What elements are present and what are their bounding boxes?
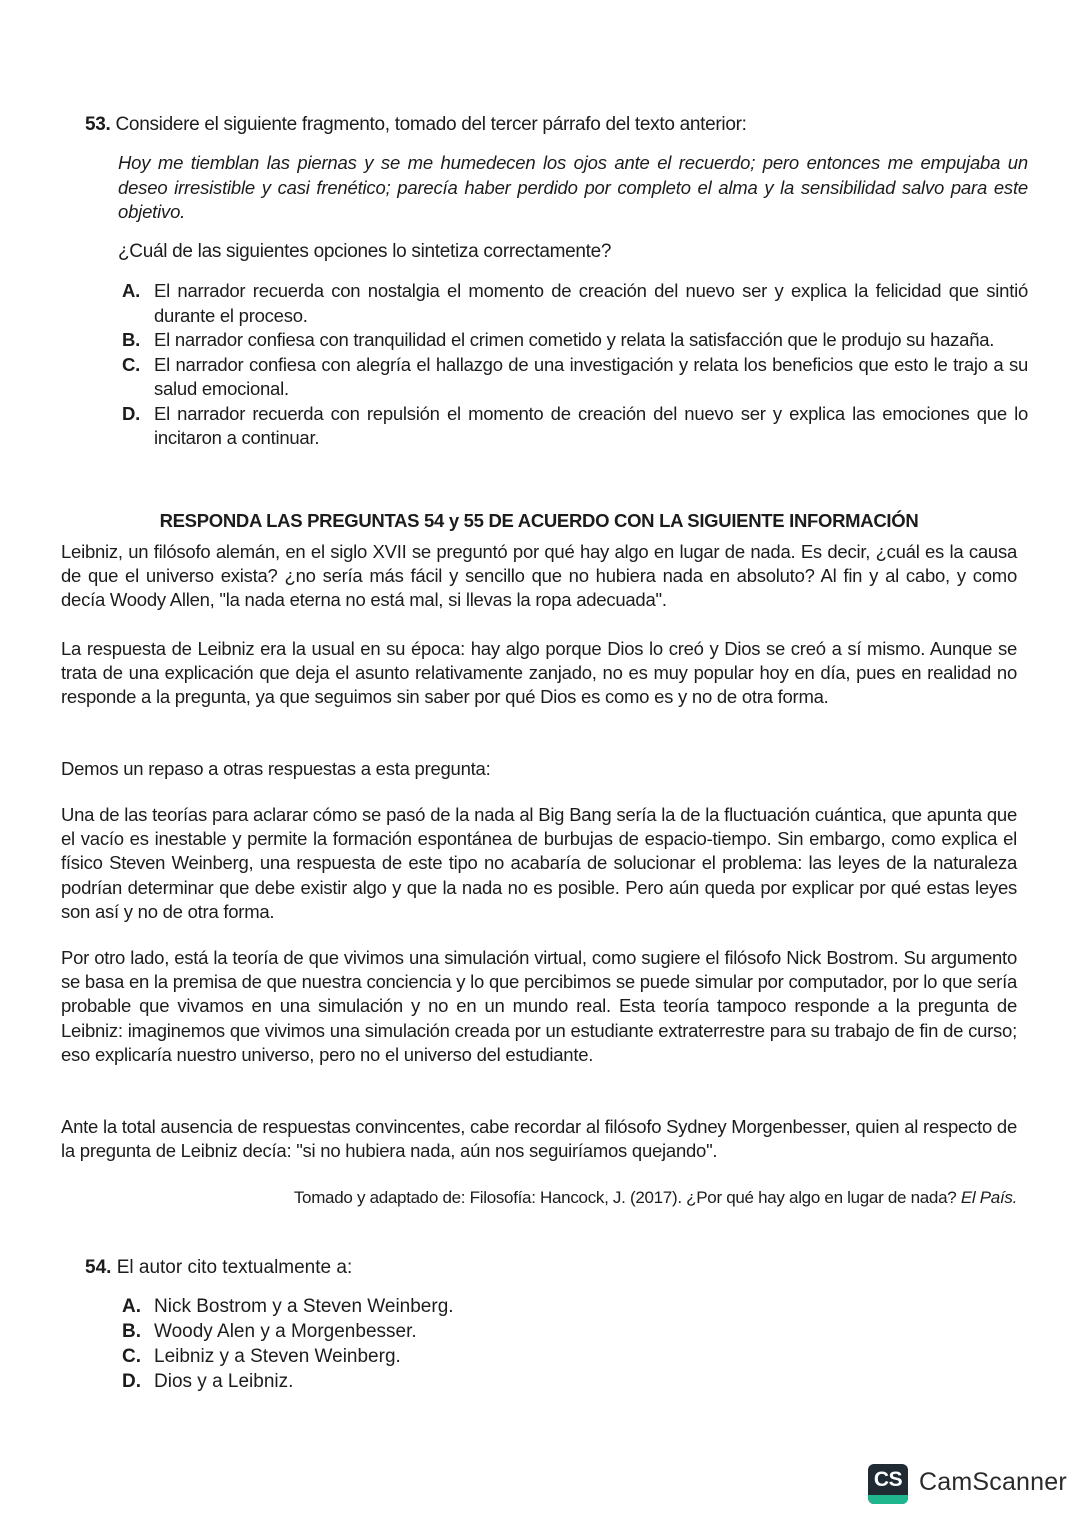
- question-53-ask: ¿Cuál de las siguientes opciones lo sintetiza correctamente?: [118, 241, 612, 262]
- citation-text: Tomado y adaptado de: Filosofía: Hancock, J. (2017). ¿Por qué hay algo en lugar de nada?: [293, 1188, 961, 1207]
- option-letter: C.: [122, 1346, 141, 1367]
- passage-paragraph-4: Una de las teorías para aclarar cómo se pasó de la nada al Big Bang sería la de la fluctuación cuántica, que apunta que el vacío es inestable y permite la formación espontánea de burbujas de espacio-tiempo. Sin embargo, como explica el físico Steven Weinberg, una respuesta de este tipo no acabaría de solucionar el problema: las leyes de la naturaleza podrían determinar que debe existir algo y que la nada no es posible. Pero aún queda por explicar por qué estas leyes son así y no de otra forma.: [61, 804, 1017, 922]
- question-text: Considere el siguiente fragmento, tomado del tercer párrafo del texto anterior:: [115, 114, 747, 135]
- option-a[interactable]: [122, 1294, 454, 1319]
- passage-paragraph-5: Por otro lado, está la teoría de que vivimos una simulación virtual, como sugiere el filósofo Nick Bostrom. Su argumento se basa en la premisa de que nuestra conciencia y lo que percibimos se puede simular por computador, por lo que sería probable que vivamos en una simulación y no en un mundo real. Esta teoría tampoco responde a la pregunta de Leibniz: imaginemos que vivimos una simulación creada por un estudiante extraterrestre para su trabajo de fin de curso; eso explicaría nuestro universo, pero no el universo del estudiante.: [61, 947, 1017, 1065]
- option-b[interactable]: [122, 328, 1028, 353]
- option-b[interactable]: [122, 1319, 454, 1344]
- option-text: Dios y a Leibniz.: [154, 1371, 294, 1392]
- passage-paragraph-2: La respuesta de Leibniz era la usual en su época: hay algo porque Dios lo creó y Dios se creó a sí mismo. Aunque se trata de una explicación que deja el asunto relativamente zanjado, no es muy popular hoy en día, pues en realidad no responde a la pregunta, ya que seguimos sin saber por qué Dios es como es y no de otra forma.: [61, 638, 1017, 708]
- option-c[interactable]: [122, 1344, 454, 1369]
- option-letter: C.: [122, 353, 140, 375]
- passage-paragraph-3: Demos un repaso a otras respuestas a esta pregunta:: [61, 758, 491, 779]
- option-text: Nick Bostrom y a Steven Weinberg.: [154, 1296, 454, 1317]
- option-letter: A.: [122, 1296, 141, 1317]
- option-text: El narrador recuerda con nostalgia el momento de creación del nuevo ser y explica la felicidad que sintió durante el proceso.: [154, 280, 1028, 326]
- question-number: 54.: [85, 1257, 112, 1278]
- option-letter: D.: [122, 1371, 141, 1392]
- option-text: Leibniz y a Steven Weinberg.: [154, 1346, 401, 1367]
- option-text: El narrador recuerda con repulsión el momento de creación del nuevo ser y explica las emociones que lo incitaron a continuar.: [154, 402, 1028, 448]
- passage-paragraph-1: Leibniz, un filósofo alemán, en el siglo XVII se preguntó por qué hay algo en lugar de nada. Es decir, ¿cuál es la causa de que el universo exista? ¿no sería más fácil y sencillo que no hubiera nada en absoluto? Al fin y al cabo, y como decía Woody Allen, "la nada eterna no está mal, si llevas la ropa adecuada".: [61, 541, 1017, 611]
- section-heading: RESPONDA LAS PREGUNTAS 54 y 55 DE ACUERDO CON LA SIGUIENTE INFORMACIÓN: [159, 510, 919, 531]
- logo-text: CS: [873, 1468, 903, 1491]
- question-text: El autor cito textualmente a:: [116, 1257, 353, 1278]
- passage-paragraph-6: Ante la total ausencia de respuestas convincentes, cabe recordar al filósofo Sydney Morgenbesser, quien al respecto de la pregunta de Leibniz decía: "si no hubiera nada, aún nos seguiríamos quejando".: [61, 1116, 1017, 1162]
- logo-accent-stripe: [868, 1495, 908, 1504]
- option-text: El narrador confiesa con alegría el hallazgo de una investigación y relata los beneficios que esto le trajo a su salud emocional.: [154, 353, 1028, 399]
- source-citation: [294, 1187, 1017, 1209]
- option-letter: B.: [122, 1321, 141, 1342]
- question-53-prompt: [85, 113, 747, 137]
- option-letter: D.: [122, 402, 140, 424]
- option-text: El narrador confiesa con tranquilidad el crimen cometido y relata la satisfacción que le produjo su hazaña.: [154, 329, 995, 350]
- option-letter: A.: [122, 280, 140, 301]
- camscanner-brand: CamScanner: [919, 1468, 1067, 1496]
- citation-publication: El País.: [960, 1188, 1017, 1207]
- option-letter: B.: [122, 329, 140, 350]
- question-54-prompt: [85, 1256, 352, 1280]
- option-a[interactable]: [122, 279, 1028, 328]
- quoted-fragment: Hoy me tiemblan las piernas y se me humedecen los ojos ante el recuerdo; pero entonces me empujaba un deseo irresistible y casi frenético; parecía haber perdido por completo el alma y la sensibilidad salvo para este objetivo.: [118, 152, 1028, 222]
- question-54-options: [122, 1294, 454, 1394]
- option-d[interactable]: [122, 1369, 454, 1394]
- question-53-options: [122, 279, 1028, 451]
- option-d[interactable]: [122, 402, 1028, 451]
- option-text: Woody Alen y a Morgenbesser.: [154, 1321, 417, 1342]
- camscanner-logo-icon: [868, 1464, 908, 1504]
- question-number: 53.: [85, 114, 111, 135]
- option-c[interactable]: [122, 353, 1028, 402]
